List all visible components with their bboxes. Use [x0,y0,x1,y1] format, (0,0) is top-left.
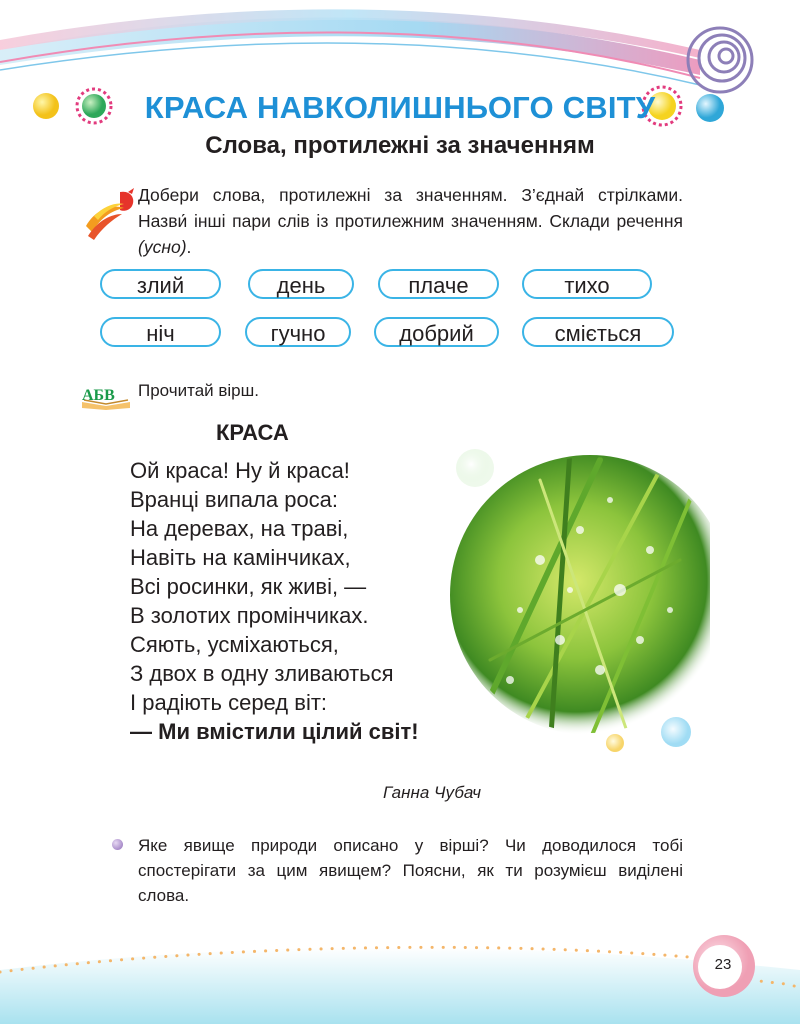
poem-line: На деревах, на траві, [130,516,349,541]
poem-body [130,456,419,746]
bullet-icon [112,839,123,850]
poem-line: Всі росинки, як живі, — [130,574,367,599]
bottom-decoration [0,930,800,1024]
poem-title: КРАСА [216,420,289,445]
abv-book-icon [80,374,132,410]
task1-text: Добери слова, протилежні за значенням. З’єднай стрілками. Назви́ інші пари слів із протилежним значенням. Склади речення (усно). [138,185,683,257]
poem-line: Ой краса! Ну й краса! [130,458,350,483]
word-box: добрий [374,317,499,347]
poem-line: Сяють, усміхаються, [130,632,339,657]
firebird-icon [84,186,138,242]
section-title: КРАСА НАВКОЛИШНЬОГО СВІТУ [144,90,656,125]
abv-letters: АБВ [82,387,115,404]
poem-line: І радіють серед віт: [130,690,328,715]
dew-grass-image [450,440,710,760]
spiral-icon [688,28,752,92]
poem-line: В золотих промінчиках. [130,603,369,628]
question-text: Яке явище природи описано у вірші? Чи доводилося тобі спостерігати за цим явищем? Поясни, як ти розумієш виділені слова. [138,836,683,905]
poem-last-line: — Ми вмістили цілий світ! [130,719,419,744]
word-box: тихо [522,269,652,299]
task2-text: Прочитай вірш. [138,381,260,400]
page-number: 23 [714,956,732,973]
word-box: злий [100,269,221,299]
word-box: сміється [522,317,674,347]
poem-line: Вранці випала роса: [130,487,339,512]
lesson-title: Слова, протилежні за значенням [205,132,595,159]
poem-line: З двох в одну зливаються [130,661,394,686]
word-box: ніч [100,317,221,347]
task1-note: (усно) [138,237,187,257]
poem-line: Навіть на камінчиках, [130,545,351,570]
word-box: день [248,269,354,299]
word-box: плаче [378,269,499,299]
word-box: гучно [245,317,351,347]
poem-author: Ганна Чубач [383,783,482,802]
